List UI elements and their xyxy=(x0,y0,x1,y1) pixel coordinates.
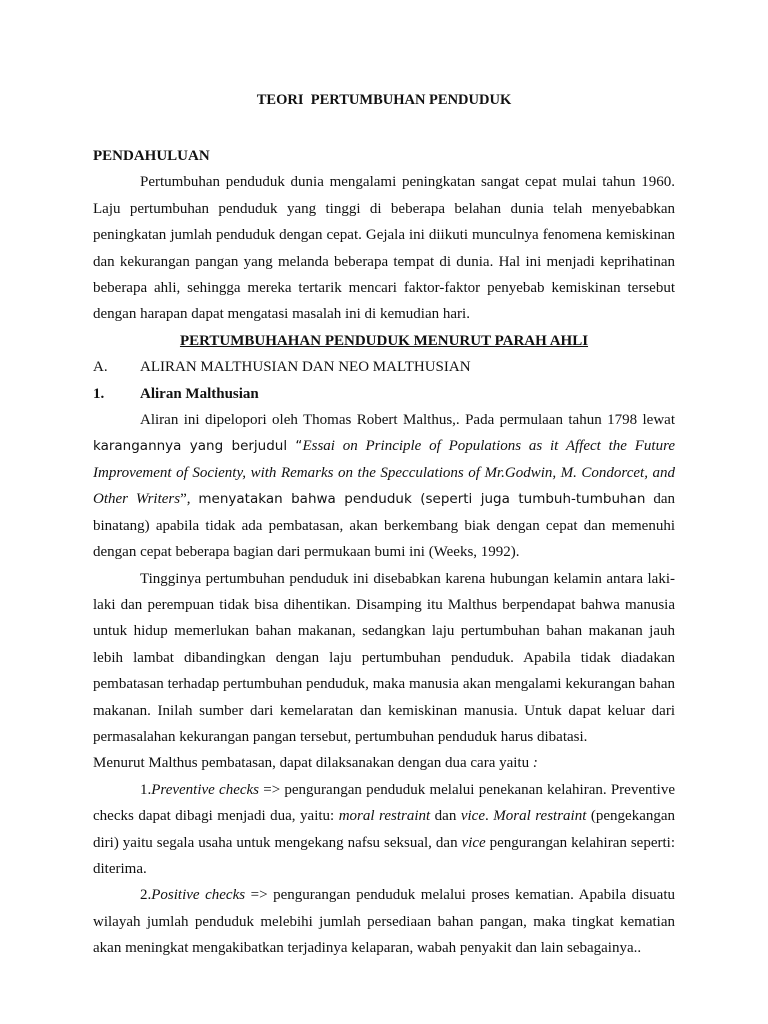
section-a-marker: A. xyxy=(93,359,108,376)
preventive-and: dan xyxy=(430,808,461,825)
moral-restraint-term-2: Moral restraint xyxy=(493,808,587,825)
preventive-number: 1. xyxy=(140,781,152,798)
preventive-checks-paragraph xyxy=(93,777,675,883)
preventive-dot: . xyxy=(484,808,494,825)
document-body xyxy=(93,143,675,962)
positive-checks-paragraph xyxy=(93,882,675,961)
malthus-paragraph-2: Tingginya pertumbuhan penduduk ini disebabkan karena hubungan kelamin antara laki-laki dan perempuan tidak bisa dihentikan. Disamping itu Malthus berpendapat bahwa manusia untuk hidup memerlukan bahan makanan, sedangkan laju pertumbuhan bahan makanan jauh lebih lambat dibandingkan dengan laju pertumbuhan penduduk. Apabila tidak diadakan pembatasan terhadap pertumbuhan penduduk, maka manusia akan mengalami kekurangan bahan makanan. Inilah sumber dari kemelaratan dan kemiskinan manusia. Untuk dapat keluar dari permasalahan kekurangan pangan tersebut, pertumbuhan penduduk harus dibatasi. xyxy=(93,570,675,745)
vice-term: vice xyxy=(460,808,485,825)
document-title: TEORI PERTUMBUHAN PENDUDUK xyxy=(256,92,512,108)
experts-heading: PERTUMBUHAHAN PENDUDUK MENURUT PARAH AHLI xyxy=(179,332,589,349)
menurut-line xyxy=(93,750,675,776)
section-a-heading xyxy=(93,354,675,380)
moral-restraint-term: moral restraint xyxy=(338,808,431,825)
menurut-colon: : xyxy=(532,755,538,772)
malthus-paragraph-1 xyxy=(93,407,675,565)
section-1-heading xyxy=(93,381,675,407)
preventive-term: Preventive checks xyxy=(151,781,260,798)
positive-term: Positive checks xyxy=(151,887,246,904)
malthus-p1-part5: dan binatang) apabila tidak ada pembatasan, akan berkembang biak dengan cepat dan memenuhi dengan cepat beberapa bagian dari permukaan bumi ini (Weeks, 1992). xyxy=(93,491,675,561)
section-1-text: Aliran Malthusian xyxy=(140,385,259,402)
book-title: Essai on Principle of Populations as it Affect the Future Improvement of Socienty, with Remarks on the Specculations of Mr.Godwin, M. Condorcet, and Other Writers xyxy=(93,438,676,508)
positive-number: 2. xyxy=(140,887,152,904)
malthus-p1-part2: karangannya yang berjudul “ xyxy=(93,438,303,455)
malthus-p1-part4: menyatakan bahwa penduduk (seperti juga tumbuh-tumbuhan xyxy=(198,491,646,508)
intro-heading: PENDAHULUAN xyxy=(93,148,210,164)
malthus-p1-part1: Aliran ini dipelopori oleh Thomas Robert Malthus,. Pada permulaan tahun 1798 lewat xyxy=(140,412,675,429)
malthus-p1-part3: ”, xyxy=(180,491,199,508)
vice-term-2: vice xyxy=(461,834,486,851)
section-1-marker: 1. xyxy=(93,385,105,402)
preventive-text-3: pengurangan kelahiran seperti: diterima. xyxy=(93,834,675,877)
positive-text: => pengurangan penduduk melalui proses kematian. Apabila disuatu wilayah jumlah penduduk melebihi jumlah persediaan bahan pangan, maka tingkat kematian akan meningkat mengakibatkan terjadinya kelaparan, wabah penyakit dan lain sebagainya.. xyxy=(93,887,675,957)
preventive-text-1: => pengurangan penduduk melalui penekanan kelahiran. Preventive checks dapat dibagi menjadi dua, yaitu: xyxy=(93,781,675,825)
intro-paragraph: Pertumbuhan penduduk dunia mengalami peningkatan sangat cepat mulai tahun 1960. Laju pertumbuhan penduduk yang tinggi di beberapa belahan dunia telah menyebabkan peningkatan jumlah penduduk dengan cepat. Gejala ini diikuti munculnya fenomena kemiskinan dan kekurangan pangan yang melanda beberapa tempat di dunia. Hal ini menjadi keprihatinan beberapa ahli, sehingga mereka tertarik mencari faktor-faktor penyebab kemiskinan tersebut dengan harapan dapat mengatasi masalah ini di kemudian hari. xyxy=(93,174,675,323)
section-a-text: ALIRAN MALTHUSIAN DAN NEO MALTHUSIAN xyxy=(140,359,471,376)
preventive-text-2: (pengekangan diri) yaitu segala usaha untuk mengekang nafsu seksual, dan xyxy=(93,808,676,851)
menurut-text: Menurut Malthus pembatasan, dapat dilaksanakan dengan dua cara yaitu xyxy=(93,755,533,772)
